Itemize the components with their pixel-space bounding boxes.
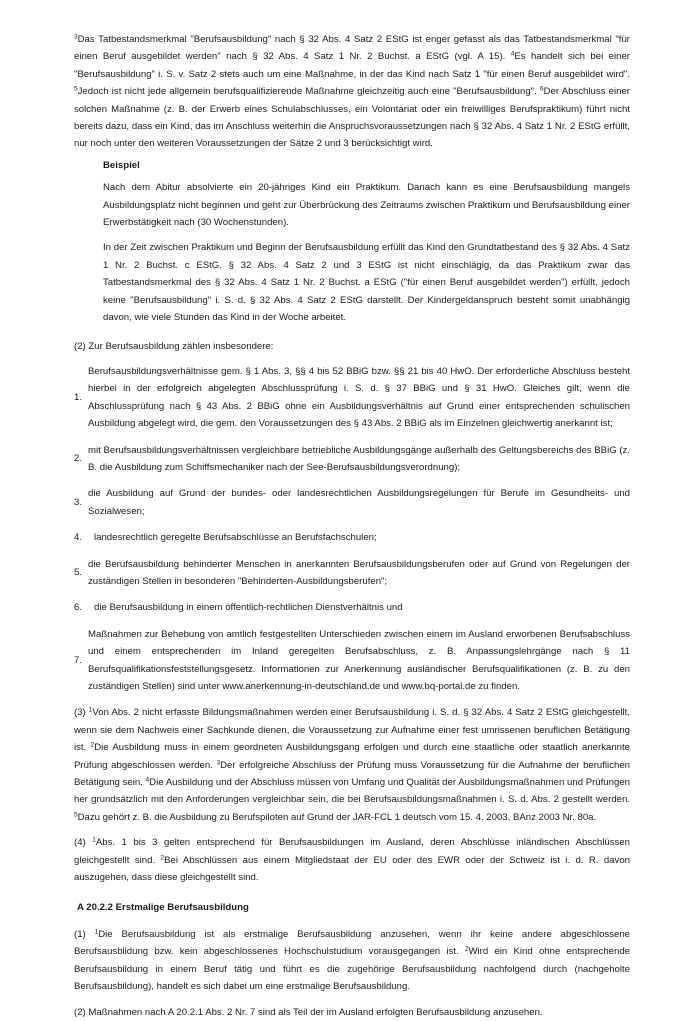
list-item — [74, 626, 630, 696]
sentence-text: Abs. 1 bis 3 gelten entsprechend für Berufsausbildungen im Ausland, deren Abschlüsse inländischen Abschlüssen gleichgestellt sind. — [74, 837, 631, 866]
section-heading: A 20.2.2 Erstmalige Berufsausbildung — [77, 902, 249, 914]
list-item — [74, 599, 630, 616]
section-2-list — [74, 363, 630, 696]
paragraph-label: (1) — [74, 928, 95, 940]
list-item — [74, 556, 630, 591]
list-item — [74, 529, 630, 546]
sentence-number: 2 — [90, 741, 95, 749]
list-item — [74, 363, 630, 433]
sentence-number: 3 — [74, 33, 78, 41]
sentence-text: Das Tatbestandsmerkmal "Berufsausbildung" nach § 32 Abs. 4 Satz 2 EStG ist enger gefasst als das Tatbestandsmerkmal "für einen Beruf ausgebildet werden" nach § 32 Abs. 4 Satz 1 Nr. 2 Buchst. a EStG (vgl. A 15). — [74, 34, 630, 63]
list-item — [74, 442, 630, 477]
list-text: mit Berufsausbildungsverhältnissen vergleichbare betriebliche Ausbildungsgänge außerhalb des Geltungsbereichs des BBiG (z. B. die Ausbildung zum Schiffsmechaniker nach der See-Berufsausbildungsverordnung); — [88, 444, 630, 473]
sentence-text: Bei Abschlüssen aus einem Mitgliedstaat der EU oder des EWR oder der Schweiz ist i. d. R. davon auszugehen, dass diese gleichgestellt sind. — [74, 854, 630, 884]
list-number: 3. — [74, 497, 83, 509]
list-item — [74, 485, 630, 520]
list-text: Berufsausbildungsverhältnisse gem. § 1 Abs. 3, §§ 4 bis 52 BBiG bzw. §§ 21 bis 40 HwO. Der erforderliche Abschluss besteht hierbei in der erfolgreich abgelegten Abschlussprüfung i. S. d. § 37 BBiG und § 31 HwO. Gleiches gilt, wenn die Abschlussprüfung nach § 43 Abs. 2 BBiG ohne ein Ausbildungsverhältnis auf Grund einer entsprechenden schulischen Ausbildung abgelegt wird, die gem. den Voraussetzungen des § 43 Abs. 2 BBiG als im Einzelnen gleichwertig anerkannt ist; — [88, 365, 630, 430]
sentence-number: 4 — [510, 50, 515, 58]
sentence-number: 5 — [74, 811, 78, 819]
list-text: die Berufsausbildung in einem öffentlich-rechtlichen Dienstverhältnis und — [94, 602, 403, 614]
sentence-text: Die Ausbildung muss in einem geordneten Ausbildungsgang erfolgen und durch eine staatliche oder staatlich anerkannte Prüfung abgeschlossen werden. — [74, 742, 630, 771]
example-text-1: Nach dem Abitur absolvierte ein 20-jähriges Kind ein Praktikum. Danach kann es eine Berufsausbildung mangels Ausbildungsplatz nicht beginnen und geht zur Überbrückung des Zeitraums zwischen Praktikum und Berufsausbildung einer Erwerbstätigkeit nach (30 Wochenstunden). — [103, 182, 630, 229]
example-heading: Beispiel — [103, 159, 140, 171]
sentence-text: Jedoch ist nicht jede allgemein berufsqualifizierende Maßnahme gleichzeitig auch eine "Berufsausbildung". — [77, 86, 540, 98]
sentence-number: 2 — [160, 854, 165, 862]
sentence-number: 2 — [464, 945, 469, 953]
sentence-number: 1 — [88, 706, 93, 714]
list-text: die Berufsausbildung behinderter Menschen in anerkannten Berufsausbildungsberufen oder auf Grund von Regelungen der zuständigen Stellen in besonderen "Behinderten-Ausbildungsberufen"; — [88, 558, 630, 587]
document-body — [74, 31, 630, 1021]
paragraph-intro — [74, 31, 630, 153]
example-box — [103, 157, 630, 327]
sentence-text: Wird ein Kind ohne entsprechende Berufsausbildung in einem Beruf tätig und führt es die zugehörige Berufsausbildung nachfolgend durch (nachgeholte Berufsausbildung), handelt es sich dabei um eine erstmalige Berufsausbildung. — [74, 946, 630, 993]
list-number: 2. — [74, 453, 83, 465]
list-number: 4. — [74, 532, 83, 544]
section-2-intro: (2) Zur Berufsausbildung zählen insbesondere: — [74, 340, 274, 352]
paragraph-label: (4) — [74, 837, 93, 849]
a2022-paragraph-1 — [74, 926, 630, 996]
sentence-number: 1 — [94, 928, 99, 936]
sentence-text: Der erfolgreiche Abschluss der Prüfung muss Voraussetzung für die Aufnahme der beruflichen Betätigung sein. — [74, 759, 630, 789]
list-text: die Ausbildung auf Grund der bundes- oder landesrechtlichen Ausbildungsregelungen für Berufe im Gesundheits- und Sozialwesen; — [88, 488, 630, 517]
sentence-text: Von Abs. 2 nicht erfasste Bildungsmaßnahmen werden einer Berufsausbildung i. S. d. § 32 Abs. 4 Satz 2 EStG gleichgestellt, wenn sie dem Nachweis einer Sachkunde dienen, die Voraussetzung zur Aufnahme einer fest umrissenen beruflichen Betätigung ist. — [74, 707, 630, 754]
list-text: Maßnahmen zur Behebung von amtlich festgestellten Unterschieden zwischen einem im Ausland erworbenen Berufsabschluss und einem entsprechenden im Inland geregelten Berufsabschluss, z. B. Anpassungslehrgänge nach § 11 Berufsqualifikationsfeststellungsgesetz. Informationen zur Anerkennung ausländischer Berufsqualifikationen (z. B. zu den zuständigen Stellen) sind unter www.anerkennung-in-deutschland.de und www.bq-portal.de zu finden. — [88, 628, 630, 692]
sentence-number: 1 — [92, 836, 96, 844]
sentence-text: Die Ausbildung und der Abschluss müssen von Umfang und Qualität der Ausbildungsmaßnahmen und Prüfungen her grundsätzlich mit den Anforderungen vergleichbar sein, die bei Berufsausbildungsmaßnahmen i. S. d. Abs. 2 gestellt werden. — [74, 777, 630, 806]
sentence-text: Es handelt sich bei einer "Berufsausbildung" i. S. v. Satz 2 stets auch um eine Maßnahme, in der das Kind nach Satz 1 "für einen Beruf ausgebildet wird". — [74, 51, 631, 80]
sentence-number: 6 — [539, 85, 544, 93]
sentence-text: Dazu gehört z. B. die Ausbildung zu Berufspiloten auf Grund der JAR-FCL 1 deutsch vom 15. 4. 2003, BAnz 2003 Nr. 80a. — [77, 811, 597, 823]
list-number: 7. — [74, 654, 83, 666]
example-text-2: In der Zeit zwischen Praktikum und Beginn der Berufsausbildung erfüllt das Kind den Grundtatbestand des § 32 Abs. 4 Satz 1 Nr. 2 Buchst. c EStG. § 32 Abs. 4 Satz 2 und 3 EStG ist nicht einschlägig, da das Praktikum zwar das Tatbestandsmerkmal des § 32 Abs. 4 Satz 1 Nr. 2 Buchst. a EStG ("für einen Beruf ausgebildet werden") erfüllt, jedoch keine "Berufsausbildung" i. S. d. § 32 Abs. 4 Satz 2 EStG darstellt. Der Kindergeldanspruch besteht somit unabhängig davon, wie viele Stunden das Kind in der Woche arbeitet. — [103, 242, 630, 324]
sentence-number: 5 — [74, 85, 78, 93]
list-number: 1. — [74, 392, 83, 404]
sentence-number: 3 — [216, 759, 221, 767]
sentence-text: Der Abschluss einer solchen Maßnahme (z. B. der Erwerb eines Schulabschlusses, ein Volontariat oder ein freiwilliges Berufspraktikum) führt nicht bereits dazu, dass ein Kind, das im Anschluss weiterhin die Anspruchsvoraussetzungen nach § 32 Abs. 4 Satz 1 Nr. 2 EStG erfüllt, nur noch unter den weiteren Voraussetzungen der Sätze 2 und 3 berücksichtigt wird. — [74, 86, 630, 150]
paragraph-label: (3) — [74, 707, 89, 719]
section-3-paragraph — [74, 704, 630, 826]
list-number: 5. — [74, 567, 83, 579]
list-number: 6. — [74, 602, 83, 614]
a2022-paragraph-2: (2) Maßnahmen nach A 20.2.1 Abs. 2 Nr. 7 sind als Teil der im Ausland erfolgten Berufsausbildung anzusehen. — [74, 1006, 543, 1018]
sentence-text: Die Berufsausbildung ist als erstmalige Berufsausbildung anzusehen, wenn ihr keine andere abgeschlossene Berufsausbildung bzw. kein abgeschlossenes Hochschulstudium vorausgegangen ist. — [74, 928, 631, 958]
sentence-number: 4 — [145, 776, 150, 784]
list-text: landesrechtlich geregelte Berufsabschlüsse an Berufsfachschulen; — [94, 532, 377, 544]
section-4-paragraph — [74, 834, 630, 886]
